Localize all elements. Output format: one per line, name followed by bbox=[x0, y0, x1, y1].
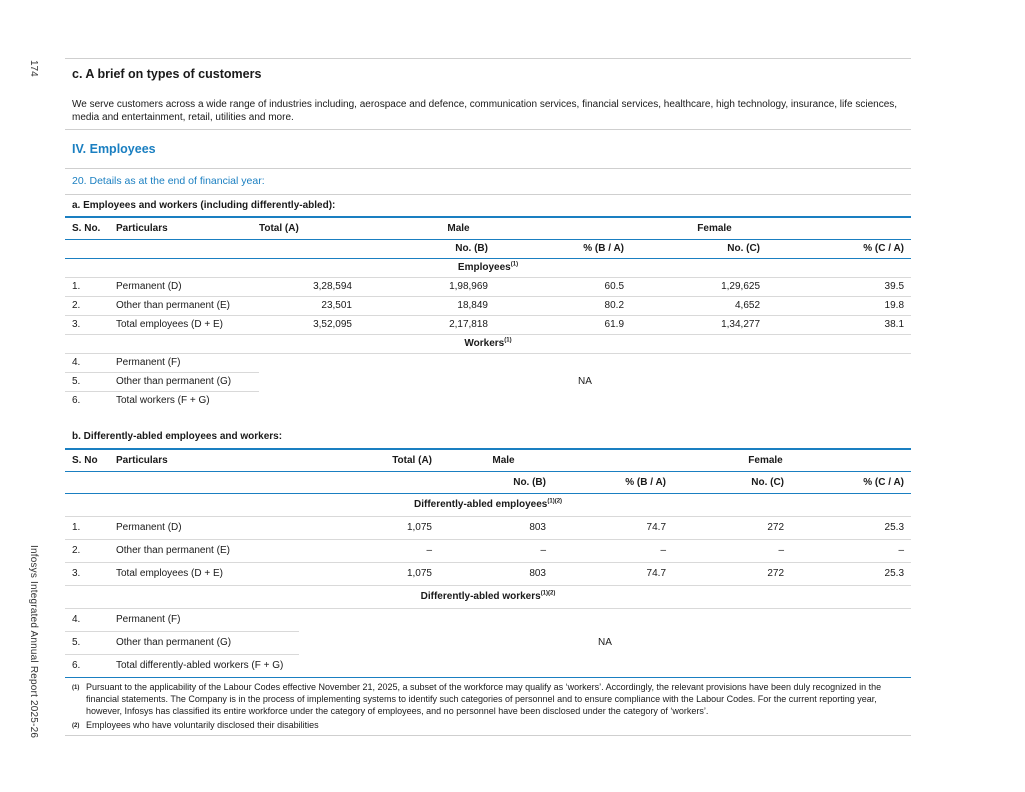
subheader-pct-b: % (B / A) bbox=[625, 476, 667, 488]
table-b-header-row bbox=[65, 449, 911, 471]
cell-no-c: 272 bbox=[767, 522, 785, 533]
subheader-no-b: No. (B) bbox=[513, 476, 546, 488]
cell-no-c: 272 bbox=[767, 568, 785, 579]
employees-workers-table bbox=[65, 216, 911, 410]
employees-group-label: Employees bbox=[457, 262, 511, 273]
header-total: Total (A) bbox=[392, 454, 432, 466]
section-iv-title: IV. Employees bbox=[65, 130, 911, 169]
cell-total: – bbox=[426, 545, 432, 556]
subheader-pct-b: % (B / A) bbox=[583, 243, 625, 254]
table-row bbox=[65, 539, 911, 562]
workers-group-row bbox=[65, 334, 911, 353]
header-particulars: Particulars bbox=[116, 454, 168, 466]
da-workers-group-label: Differently-abled workers bbox=[420, 591, 541, 602]
cell-pct-c: 39.5 bbox=[884, 281, 905, 292]
section-c-title: c. A brief on types of customers bbox=[72, 67, 262, 81]
table-row bbox=[65, 277, 911, 296]
cell-particulars: Other than permanent (G) bbox=[109, 372, 259, 391]
cell-particulars: Permanent (D) bbox=[116, 522, 182, 533]
cell-particulars: Permanent (D) bbox=[116, 281, 182, 292]
cell-total: 23,501 bbox=[321, 300, 352, 311]
header-sno: S. No. bbox=[72, 222, 101, 234]
cell-sno: 4. bbox=[65, 608, 109, 631]
cell-particulars: Total differently-abled workers (F + G) bbox=[116, 660, 284, 672]
header-female: Female bbox=[697, 222, 732, 234]
cell-no-c: – bbox=[778, 545, 785, 556]
footnote-ref: (1) bbox=[504, 337, 512, 344]
cell-no-b: 2,17,818 bbox=[449, 319, 488, 330]
cell-sno: 1. bbox=[72, 522, 81, 533]
table-row bbox=[65, 516, 911, 539]
cell-no-c: 1,29,625 bbox=[721, 281, 761, 292]
page-number: 174 bbox=[28, 60, 39, 77]
footnote-ref: (1)(2) bbox=[547, 498, 563, 505]
cell-pct-b: 80.2 bbox=[604, 300, 625, 311]
cell-particulars: Total workers (F + G) bbox=[116, 395, 210, 407]
section-c-text: We serve customers across a wide range of industries including, aerospace and defence, communication services, financial services, healthcare, high technology, insurance, life sciences, media and entertainment, retail, utilities and more. bbox=[65, 89, 911, 130]
cell-no-b: 18,849 bbox=[457, 300, 488, 311]
header-total: Total (A) bbox=[259, 222, 299, 234]
cell-sno: 2. bbox=[72, 545, 81, 556]
footnote-ref: (1)(2) bbox=[540, 590, 556, 597]
table-a-header-row bbox=[65, 217, 911, 239]
cell-particulars: Permanent (F) bbox=[109, 353, 259, 372]
cell-no-b: 803 bbox=[529, 568, 546, 579]
cell-sno: 1. bbox=[72, 281, 81, 292]
footnote-mark: (1) bbox=[72, 685, 80, 691]
table-b-title: b. Differently-abled employees and workers: bbox=[72, 431, 283, 442]
cell-particulars: Total employees (D + E) bbox=[116, 568, 223, 579]
footnotes bbox=[65, 678, 911, 736]
cell-pct-b: 61.9 bbox=[604, 319, 625, 330]
cell-no-b: 803 bbox=[529, 522, 546, 533]
table-a-title: a. Employees and workers (including differently-abled): bbox=[72, 200, 336, 211]
table-row bbox=[65, 608, 911, 631]
footnote-text: Pursuant to the applicability of the Labour Codes effective November 21, 2025, a subset of the workforce may qualify as ‘workers’. Accordingly, the relevant provisions have been duly recognized in the financial statements. The Company is in the process of implementing systems to identify such categories of personnel and to ensure compliance with the Labour Codes. For the current reporting year, however, Infosys has classified its entire workforce under the category of employees, and no personnel have been disclosed under the category of ‘workers’. bbox=[86, 682, 882, 716]
employees-group-row bbox=[65, 258, 911, 277]
subheader-no-b: No. (B) bbox=[455, 243, 488, 254]
footnote-mark: (2) bbox=[72, 723, 80, 729]
cell-no-b: 1,98,969 bbox=[449, 281, 488, 292]
subheader-pct-c: % (C / A) bbox=[863, 243, 905, 254]
footnote bbox=[72, 719, 904, 732]
table-row bbox=[65, 353, 911, 372]
cell-sno: 2. bbox=[72, 300, 81, 311]
cell-sno: 5. bbox=[65, 372, 109, 391]
cell-particulars: Total employees (D + E) bbox=[116, 319, 223, 330]
header-particulars: Particulars bbox=[116, 222, 168, 234]
cell-particulars: Other than permanent (G) bbox=[109, 631, 299, 654]
cell-no-b: – bbox=[540, 545, 546, 556]
cell-sno: 6. bbox=[72, 660, 81, 672]
report-side-title: Infosys Integrated Annual Report 2025-26 bbox=[28, 545, 39, 739]
subheader-no-c: No. (C) bbox=[727, 243, 761, 254]
cell-total: 1,075 bbox=[406, 568, 432, 579]
table-row bbox=[65, 315, 911, 334]
cell-pct-c: 25.3 bbox=[884, 568, 905, 579]
cell-total: 3,28,594 bbox=[313, 281, 352, 292]
subheader-pct-c: % (C / A) bbox=[863, 476, 905, 488]
table-row bbox=[65, 296, 911, 315]
header-male: Male bbox=[447, 222, 470, 234]
cell-sno: 3. bbox=[72, 319, 81, 330]
cell-sno: 5. bbox=[65, 631, 109, 654]
cell-pct-c: 38.1 bbox=[884, 319, 905, 330]
cell-sno: 3. bbox=[72, 568, 81, 579]
table-a-subheader-row bbox=[65, 239, 911, 258]
differently-abled-table bbox=[65, 448, 911, 677]
cell-pct-b: – bbox=[660, 545, 667, 556]
table-row bbox=[65, 562, 911, 585]
cell-pct-b: 74.7 bbox=[646, 522, 667, 533]
cell-pct-b: 60.5 bbox=[604, 281, 625, 292]
cell-no-c: 4,652 bbox=[734, 300, 761, 311]
cell-particulars: Other than permanent (E) bbox=[116, 300, 230, 311]
header-male: Male bbox=[492, 454, 515, 466]
cell-sno: 4. bbox=[65, 353, 109, 372]
na-cell: NA bbox=[578, 376, 592, 388]
cell-pct-b: 74.7 bbox=[646, 568, 667, 579]
header-sno: S. No bbox=[72, 454, 98, 466]
cell-no-c: 1,34,277 bbox=[721, 319, 761, 330]
cell-pct-c: – bbox=[898, 545, 905, 556]
section-20-subtitle: 20. Details as at the end of financial year: bbox=[65, 169, 911, 195]
cell-pct-c: 25.3 bbox=[884, 522, 905, 533]
da-employees-group-label: Differently-abled employees bbox=[413, 499, 548, 510]
workers-group-label: Workers bbox=[464, 338, 505, 349]
header-female: Female bbox=[748, 454, 783, 466]
footnote-ref: (1) bbox=[510, 261, 519, 268]
na-cell: NA bbox=[598, 637, 612, 649]
cell-particulars: Permanent (F) bbox=[109, 608, 299, 631]
cell-total: 3,52,095 bbox=[313, 319, 352, 330]
cell-pct-c: 19.8 bbox=[884, 300, 905, 311]
da-workers-group-row bbox=[65, 585, 911, 608]
da-employees-group-row bbox=[65, 493, 911, 516]
subheader-no-c: No. (C) bbox=[751, 476, 785, 488]
cell-total: 1,075 bbox=[406, 522, 432, 533]
footnote-text: Employees who have voluntarily disclosed their disabilities bbox=[86, 720, 319, 730]
table-b-subheader-row bbox=[65, 471, 911, 493]
cell-particulars: Other than permanent (E) bbox=[116, 545, 230, 556]
page-content bbox=[65, 58, 911, 736]
footnote bbox=[72, 681, 904, 717]
cell-sno: 6. bbox=[72, 395, 81, 407]
